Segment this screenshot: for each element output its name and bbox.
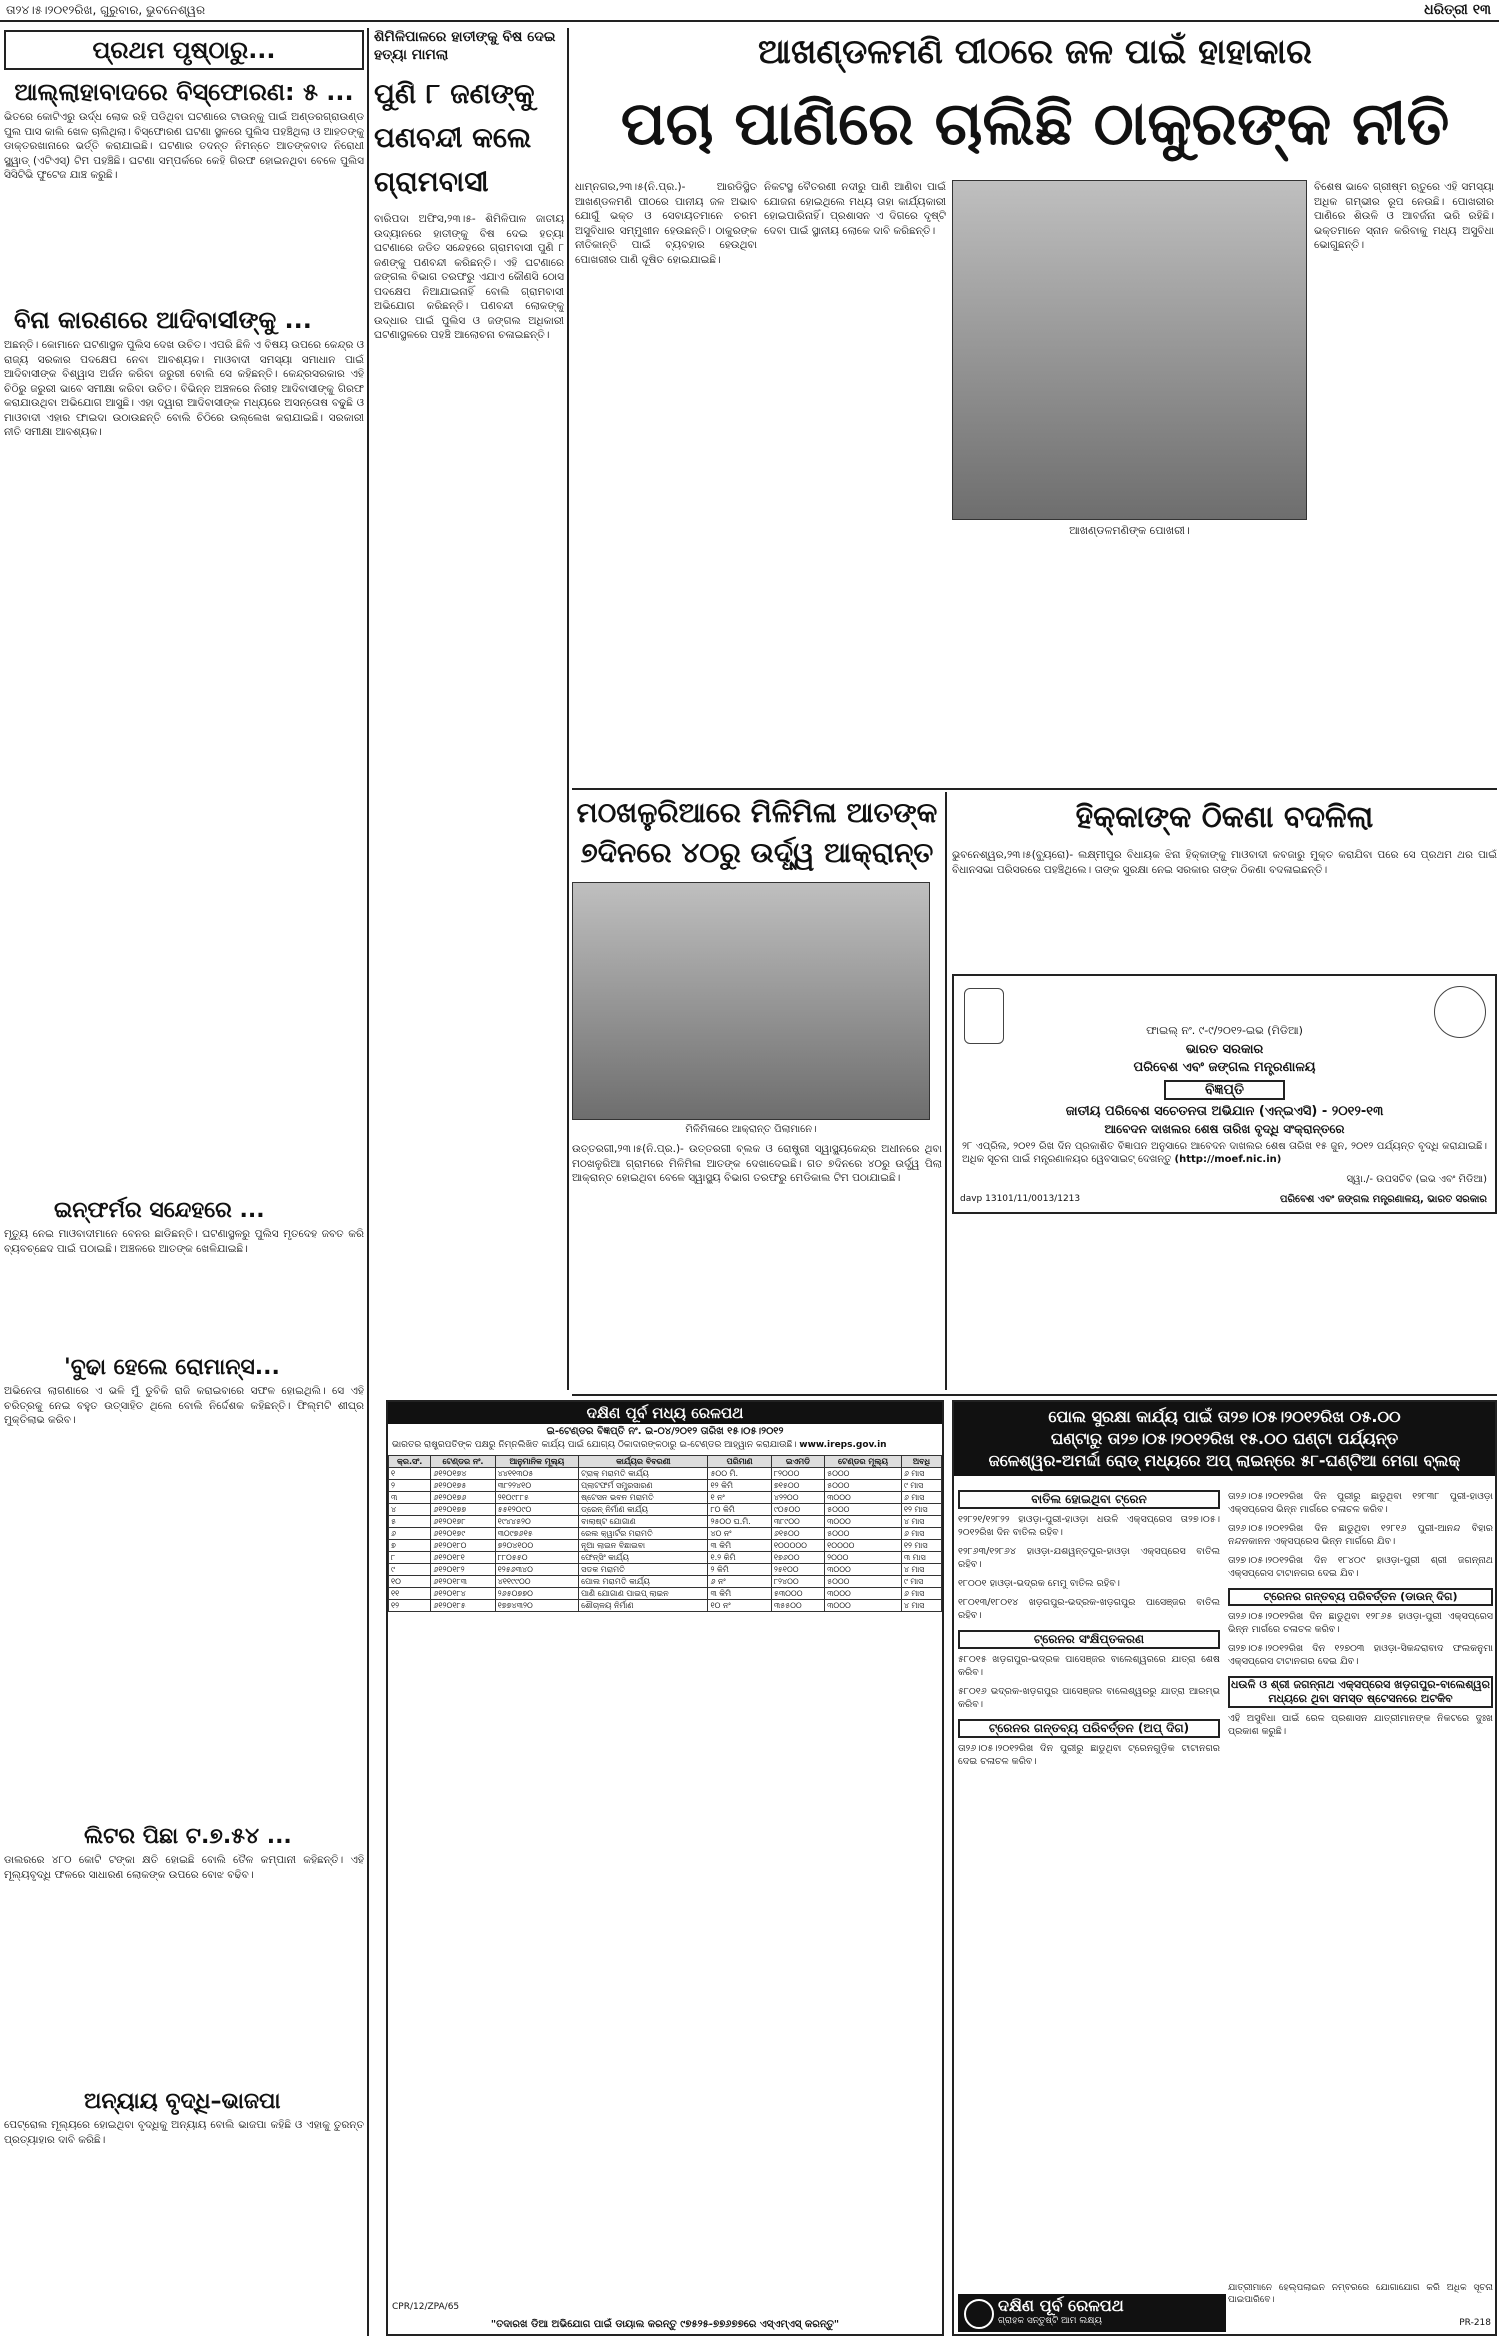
table-cell: ୫୦୦୦	[825, 1480, 902, 1492]
table-cell: ୧୦	[389, 1576, 431, 1588]
table-cell: ୨	[389, 1480, 431, 1492]
table-cell: ୩୦୯୭୬୧୫	[495, 1528, 579, 1540]
table-cell: ୫୦୦୦	[825, 1528, 902, 1540]
table-cell: ୨୦୦୦	[825, 1552, 902, 1564]
table-cell: ୪	[389, 1504, 431, 1516]
lead-headline: ପଚା ପାଣିରେ ଚାଲିଛି ଠାକୁରଙ୍କ ନୀତି	[620, 89, 1450, 159]
table-cell: ୧୨ କିମି	[708, 1480, 771, 1492]
mid-left-headline: ୭ଦିନରେ ୪୦ରୁ ଉର୍ଦ୍ଧ୍ୱ ଆକ୍ରାନ୍ତ	[580, 836, 934, 869]
railway-banner-line2: ଘଣ୍ଟାରୁ ତା୨୭।୦୫।୨୦୧୨ରିଖ ୧୫.୦୦ ଘଣ୍ଟା ପର୍ଯ୍ୟନ୍ତ	[1050, 1429, 1399, 1448]
story4-headline: 'ବୁଢା ହେଲେ ରୋମାନ୍ସ...	[64, 1355, 280, 1380]
table-cell: ୬୧୨୦୧୭୪	[431, 1468, 495, 1480]
story5-headline: ଲିଟର ପିଛା ଟ.୭.୫୪ ...	[84, 1824, 292, 1849]
railway-code: PR-218	[1459, 2318, 1491, 2328]
table-cell: ୩ ମାସ	[901, 1552, 941, 1564]
table-cell: ୪୨୨୦୦	[771, 1492, 824, 1504]
table-cell: ସଡକ ମରାମତି	[579, 1564, 708, 1576]
table-cell: ୨୧୦୯୮୮୫	[495, 1492, 579, 1504]
table-cell: ୫୦୦୦	[825, 1576, 902, 1588]
table-cell: ୫୦୦୦	[825, 1504, 902, 1516]
story5-body: ଡାଲରରେ ୪୮୦ କୋଟି ଟଙ୍କା କ୍ଷତି ହୋଇଛି ବୋଲି ତୈଳ କମ୍ପାନୀ କହିଛନ୍ତି। ଏହି ମୂଲ୍ୟବୃଦ୍ଧି ଫଳରେ ସାଧାରଣ ଲୋକଙ୍କ ଉପରେ ବୋଝ ବଢିବ।	[4, 1854, 364, 1881]
railway-banner-line3: ଜଳେଶ୍ୱର-ଅମର୍ଦ୍ଦା ରୋଡ୍ ମଧ୍ୟରେ ଅପ୍ ଲାଇନ୍‌ରେ ୫୮-ଘଣ୍ଟିଆ ମେଗା ବ୍ଲକ୍	[988, 1451, 1461, 1470]
govt-ad-body	[962, 1140, 1487, 1166]
table-cell: ୪ ମାସ	[901, 1516, 941, 1528]
govt-ad-signer: ସ୍ୱା./- ଉପସଚିବ (ଇଭ ଏବଂ ମିଡିଆ)	[1346, 1174, 1487, 1185]
mid-right-body: ଭୁବନେଶ୍ୱର,୨୩।୫(ବ୍ୟୁରୋ)- ଲକ୍ଷ୍ମୀପୁର ବିଧାୟକ ଝିନା ହିକ୍କାଙ୍କୁ ମାଓବାଦୀ କବଜାରୁ ମୁକ୍ତ କରାଯିବା ପରେ ସେ ପ୍ରଥମ ଥର ପାଇଁ ବିଧାନସଭା ପରିସରରେ ପହଞ୍ଚିଥିଲେ। ତାଙ୍କ ସୁରକ୍ଷା ନେଇ ସରକାର ତାଙ୍କ ଠିକଣା ବଦଳାଇଛନ୍ତି।	[952, 849, 1497, 876]
table-row	[389, 1540, 942, 1552]
table-cell: ୯ ମାସ	[901, 1480, 941, 1492]
railway-r-sec3-title: ଧଉଳି ଓ ଶ୍ରୀ ଜଗନ୍ନାଥ ଏକ୍ସପ୍ରେସ ଖଡ଼ଗପୁର-ବାଲେଶ୍ୱର ମଧ୍ୟରେ ଥିବା ସମସ୍ତ ଷ୍ଟେସନରେ ଅଟକିବ	[1228, 1676, 1493, 1708]
table-cell: ୮୨୪୦୦	[771, 1576, 824, 1588]
table-cell: ୧୭୬୦୦	[771, 1552, 824, 1564]
table-cell: ୩୦୦୦	[825, 1492, 902, 1504]
railway-r-sec3-item: ଏହି ଅସୁବିଧା ପାଇଁ ରେଳ ପ୍ରଶାସନ ଯାତ୍ରୀମାନଙ୍କ ନିକଟରେ ଦୁଃଖ ପ୍ରକାଶ କରୁଛି।	[1228, 1713, 1493, 1737]
table-cell: ୬୧୨୦୧୮୩	[431, 1576, 495, 1588]
table-cell: ପୋଲ ମରାମତି କାର୍ଯ୍ୟ	[579, 1576, 708, 1588]
column-rule-3	[945, 792, 947, 1390]
govt-ad-code: davp 13101/11/0013/1213	[960, 1194, 1081, 1204]
table-cell: ୩୮୨୨୪୧୦	[495, 1480, 579, 1492]
table-cell: ଷ୍ଟେସନ ଭବନ ମରାମତି	[579, 1492, 708, 1504]
table-cell: ପାଣି ଯୋଗାଣ ପାଇପ୍ ଲାଇନ	[579, 1588, 708, 1600]
railway-sec3-title: ଟ୍ରେନର ଗନ୍ତବ୍ୟ ପରିବର୍ତ୍ତନ (ଅପ୍ ଦିଗ)	[958, 1719, 1220, 1738]
table-cell: ୫୦୦୦	[825, 1468, 902, 1480]
table-cell: ୬ ମାସ	[901, 1528, 941, 1540]
table-cell: ୧୦ ନଂ	[708, 1600, 771, 1612]
lower-rule	[572, 1394, 1497, 1396]
tender-bottom: "ତଦାରଖ ଡିଆ ଅଭିଯୋଗ ପାଇଁ ଡାୟାଲ କରନ୍ତୁ ୯୭୫୨୫-୭୭୬୭୭ରେ ଏସ୍‌ଏମ୍‌ଏସ୍ କରନ୍ତୁ"	[490, 2319, 840, 2330]
table-cell: ବାଲାଷ୍ଟ ଯୋଗାଣ	[579, 1516, 708, 1528]
tender-body	[389, 1468, 942, 1612]
tender-col-period: ଅବଧି	[901, 1456, 941, 1468]
govt-ad-body-text: ୨୮ ଏପ୍ରିଲ, ୨୦୧୨ ରିଖ ଦିନ ପ୍ରକାଶିତ ବିଜ୍ଞାପନ ଅନୁସାରେ ଆବେଦନ ଦାଖଲର ଶେଷ ତାରିଖ ୧୫ ଜୁନ, ୨୦୧୨ ପର୍ଯ୍ୟନ୍ତ ବୃଦ୍ଧି କରାଯାଇଛି। ଅଧିକ ସୂଚନା ପାଇଁ ମନ୍ତ୍ରଣାଳୟର ୱେବସାଇଟ୍ ଦେଖନ୍ତୁ	[962, 1141, 1487, 1165]
table-cell: ୮୦ କିମି	[708, 1504, 771, 1516]
table-cell: ୨୬୫୦୭୭୦	[495, 1588, 579, 1600]
table-cell: ୫	[389, 1516, 431, 1528]
table-cell: ୮୨୦୦୦	[771, 1468, 824, 1480]
table-cell: ଟ୍ରାକ୍ ମରାମତି କାର୍ଯ୍ୟ	[579, 1468, 708, 1480]
col2-body: ବାରିପଦା ଅଫିସ,୨୩।୫- ଶିମିଳିପାଳ ଜାତୀୟ ଉଦ୍ୟାନରେ ହାତୀଙ୍କୁ ବିଷ ଦେଇ ହତ୍ୟା ଘଟଣାରେ ଜଡିତ ସନ୍ଦେହରେ ଗ୍ରାମବାସୀ ପୁଣି ୮ ଜଣଙ୍କୁ ପଣବନ୍ଦୀ କରିଛନ୍ତି। ଏହି ଘଟଣାରେ ଜଙ୍ଗଲ ବିଭାଗ ତରଫରୁ ଏଯାଏ କୌଣସି ଠୋସ ପଦକ୍ଷେପ ନିଆଯାଇନାହିଁ ବୋଲି ଗ୍ରାମବାସୀ ଅଭିଯୋଗ କରିଛନ୍ତି। ପଣବନ୍ଦୀ ଲୋକଙ୍କୁ ଉଦ୍ଧାର ପାଇଁ ପୁଲିସ ଓ ଜଙ୍ଗଲ ଅଧିକାରୀ ଘଟଣାସ୍ଥଳରେ ପହଞ୍ଚି ଆଲୋଚନା ଚଳାଇଛନ୍ତି।	[374, 213, 564, 341]
table-cell: ଶୌଚାଳୟ ନିର୍ମାଣ	[579, 1600, 708, 1612]
tender-sub: ଇ-ଟେଣ୍ଡର ବିଜ୍ଞପ୍ତି ନଂ. ଇ-୦୪/୨୦୧୨ ତାରିଖ ୧୫।୦୫।୨୦୧୨	[546, 1426, 784, 1437]
mid-left-photo-caption: ମିଳିମିଳାରେ ଆକ୍ରାନ୍ତ ପିଲାମାନେ।	[685, 1124, 817, 1135]
table-cell: ୬ ମାସ	[901, 1492, 941, 1504]
section-box: ପ୍ରଥମ ପୃଷ୍ଠାରୁ...	[4, 30, 364, 70]
table-cell: ୧୧	[389, 1588, 431, 1600]
table-cell: ୬	[389, 1528, 431, 1540]
story3-headline: ଇନ୍‌ଫର୍ମର ସନ୍ଦେହରେ ...	[54, 1198, 265, 1223]
railway-banner-line1: ପୋଲ ସୁରକ୍ଷା କାର୍ଯ୍ୟ ପାଇଁ ତା୨୭।୦୫।୨୦୧୨ରିଖ ୦୫.୦୦	[1048, 1407, 1401, 1426]
table-cell: ୭	[389, 1540, 431, 1552]
table-cell: ଫେନ୍ସିଂ କାର୍ଯ୍ୟ	[579, 1552, 708, 1564]
table-row	[389, 1588, 942, 1600]
table-row	[389, 1516, 942, 1528]
tender-col-fee: ଟେଣ୍ଡର ମୂଲ୍ୟ	[825, 1456, 902, 1468]
table-cell: ୬୧୨୦୧୭୫	[431, 1480, 495, 1492]
table-cell: ୬୧୨୦୧୭୮	[431, 1516, 495, 1528]
table-row	[389, 1492, 942, 1504]
story2-body: ଅଛନ୍ତି। କୋମାନେ ଘଟଣାସ୍ଥଳ ପୁଲିସ ଦେଖ ଉଚିତ। ଏପରି ଛିଳି ଏ ବିଷୟ ଉପରେ କେନ୍ଦ୍ର ଓ ରାଜ୍ୟ ସରକାର ପଦକ୍ଷେପ ନେବା ଆବଶ୍ୟକ। ମାଓବାଦୀ ସମସ୍ୟା ସମାଧାନ ପାଇଁ ଆଦିବାସୀଙ୍କ ବିଶ୍ୱାସ ଅର୍ଜନ କରିବା ଜରୁରୀ ବୋଲି ସେ କହିଛନ୍ତି। କେନ୍ଦ୍ରସରକାର ଏହି ଚିଠିରୁ ଜରୁରୀ ଭାବେ ସମୀକ୍ଷା କରିବା ଉଚିତ। ବିଭିନ୍ନ ଅଞ୍ଚଳରେ ନିରୀହ ଆଦିବାସୀଙ୍କୁ ଗିରଫ କରାଯାଉଥିବା ଅଭିଯୋଗ ଆସୁଛି। ଏହା ଦ୍ୱାରା ଆଦିବାସୀଙ୍କ ମଧ୍ୟରେ ଅସନ୍ତୋଷ ବଢୁଛି ଓ ମାଓବାଦୀ ଏହାର ଫାଇଦା ଉଠାଉଛନ୍ତି ବୋଲି ଚିଠିରେ ଉଲ୍ଲେଖ କରାଯାଇଛି। ସରକାରୀ ନୀତି ସମୀକ୍ଷା ଆବଶ୍ୟକ।	[4, 339, 364, 438]
table-cell: ୨ କିମି	[708, 1564, 771, 1576]
table-cell: ନୂଆ ଲାଇନ ବିଛାଇବା	[579, 1540, 708, 1552]
table-cell: ୬୧୨୦୧୭୬	[431, 1492, 495, 1504]
left-column	[4, 28, 364, 2336]
table-cell: ୩୦୦୦	[825, 1588, 902, 1600]
table-cell: ୪୦ ନଂ	[708, 1528, 771, 1540]
table-cell: ୫୩୦୦୦	[771, 1588, 824, 1600]
table-cell: ପ୍ଲାଟଫର୍ମ ସମ୍ପ୍ରସାରଣ	[579, 1480, 708, 1492]
table-cell: ରେଲ କ୍ୱାର୍ଟର ମରାମତି	[579, 1528, 708, 1540]
table-cell: ୬୧୨୦୧୮୪	[431, 1588, 495, 1600]
masthead: ଧରିତ୍ରୀ	[1424, 2, 1468, 18]
railway-r-sec2-title: ଟ୍ରେନର ଗନ୍ତବ୍ୟ ପରିବର୍ତ୍ତନ (ଡାଉନ୍ ଦିଗ)	[1228, 1588, 1493, 1606]
table-cell: ୧୨ ମାସ	[901, 1504, 941, 1516]
tender-notice	[386, 1400, 944, 2336]
mid-left-photo	[572, 882, 930, 1120]
railway-r-sec2-item: ତା୨୬।୦୫।୨୦୧୨ରିଖ ଦିନ ଛାଡୁଥିବା ୧୨୮୬୫ ହାଓଡ଼ା-ପୁରୀ ଏକ୍ସପ୍ରେସ ଭିନ୍ନ ମାର୍ଗରେ ଚଳାଚଳ କରିବ।	[1228, 1611, 1493, 1635]
railway-sec2-item: ୫୮୦୧୫ ଖଡ଼ଗପୁର-ଭଦ୍ରକ ପାସେଞ୍ଜର ବାଲେଶ୍ୱରରେ ଯାତ୍ରା ଶେଷ କରିବ।	[958, 1654, 1220, 1678]
tender-intro-text: ଭାରତର ରାଷ୍ଟ୍ରପତିଙ୍କ ପକ୍ଷରୁ ନିମ୍ନଲିଖିତ କାର୍ଯ୍ୟ ପାଇଁ ଯୋଗ୍ୟ ଠିକାଦାରଙ୍କଠାରୁ ଇ-ଟେଣ୍ଡର ଆହ୍ୱାନ କରାଯାଉଛି।	[392, 1440, 797, 1450]
govt-ad-file-no: ଫାଇଲ୍ ନଂ. ୯-୯/୨୦୧୨-ଇଭ (ମିଡିଆ)	[1146, 1024, 1303, 1037]
story1-body: ଭିତରେ କୋଟିଏରୁ ଉର୍ଦ୍ଧ ଲୋକ ରହି ପଡିଥିବା ଘଟଣାରେ ଟାଉନ୍‌କୁ ପାଇଁ ଅଣ୍ଡରଗ୍ରାଉଣ୍ଡ ପୁଲ ପାସ କାଲି ଖେଳ ଚାଲିଥିଲା। ବିସ୍ଫୋରଣ ଘଟଣା ସ୍ଥଳରେ ପୁଲିସ ପହଞ୍ଚିଥିଲା ଓ ଆହତଙ୍କୁ ଡାକ୍ତରଖାନାରେ ଭର୍ତ୍ତି କରାଯାଇଛି। ଘଟଣାର ତଦନ୍ତ ନିମନ୍ତେ ଆତଙ୍କବାଦ ନିରୋଧୀ ସ୍କ୍ୱାଡ୍ (ଏଟିଏସ୍) ଟିମ ପହଞ୍ଚିଛି। ଘଟଣା ସମ୍ପର୍କରେ କେହି ଗିରଫ ହୋଇନଥିବା ବେଳେ ପୁଲିସ ସିସିଟିଭି ଫୁଟେଜ ଯାଞ୍ଚ କରୁଛି।	[4, 111, 364, 181]
table-cell: ୮୮୦୫୫୦	[495, 1552, 579, 1564]
mid-left-kicker: ମଠଖଳୁରିଆରେ ମିଳିମିଳା ଆତଙ୍କ	[576, 796, 938, 829]
story1-headline: ଆଲ୍ଲାହାବାଦରେ ବିସ୍ଫୋରଣ: ୫ ...	[14, 78, 354, 106]
table-cell: ୩୦୦୦	[825, 1600, 902, 1612]
masthead-page	[1424, 2, 1491, 18]
railway-banner	[954, 1402, 1495, 1476]
railway-r-sec1-item: ତା୨୬।୦୫।୨୦୧୨ରିଖ ଦିନ ଛାଡୁଥିବା ୧୨୮୧୬ ପୁରୀ-ଆନନ୍ଦ ବିହାର ନନ୍ଦନକାନନ ଏକ୍ସପ୍ରେସ ଭିନ୍ନ ମାର୍ଗରେ ଯିବ।	[1228, 1523, 1493, 1547]
col2-headline: ପୁଣି ୮ ଜଣଙ୍କୁ ପଣବନ୍ଦୀ କଲେ ଗ୍ରାମବାସୀ	[374, 77, 535, 198]
col2-kicker: ଶିମିଳିପାଳରେ ହାତୀଙ୍କୁ ବିଷ ଦେଇ ହତ୍ୟା ମାମଲା	[374, 29, 556, 63]
tender-col-qty: ପରିମାଣ	[708, 1456, 771, 1468]
lead-body-a: ଧାମ୍‌ନଗର,୨୩।୫(ନି.ପ୍ର.)- ଆରଡିସ୍ଥିତ ଆଖଣ୍ଡଳମଣି ପୀଠରେ ପାନୀୟ ଜଳ ଅଭାବ ଯୋଗୁଁ ଭକ୍ତ ଓ ସେବାୟତମାନେ ଚରମ ଅସୁବିଧାର ସମ୍ମୁଖୀନ ହେଉଛନ୍ତି। ଠାକୁରଙ୍କ ନୀତିକାନ୍ତି ପାଇଁ ବ୍ୟବହାର ହେଉଥିବା ପୋଖରୀର ପାଣି ଦୂଷିତ ହୋଇଯାଇଛି।	[575, 181, 757, 266]
table-cell: ୩୫୫୦୦	[771, 1600, 824, 1612]
govt-ad-footer: ପରିବେଶ ଏବଂ ଜଙ୍ଗଲ ମନ୍ତ୍ରଣାଳୟ, ଭାରତ ସରକାର	[1280, 1194, 1487, 1205]
table-cell: ୯	[389, 1564, 431, 1576]
mid-right-headline: ହିକ୍କାଙ୍କ ଠିକଣା ବଦଳିଲା	[1075, 800, 1374, 835]
table-cell: ୧୦୦୦୦୦	[771, 1540, 824, 1552]
railway-ad	[952, 1400, 1497, 2336]
govt-ad-url: (http://moef.nic.in)	[1174, 1154, 1282, 1165]
table-cell: ୬୧୨୦୧୭୭	[431, 1504, 495, 1516]
lead-body-b: ନିକଟସ୍ଥ ବୈତରଣୀ ନଦୀରୁ ପାଣି ଆଣିବା ପାଇଁ ଯୋଜନା ହୋଇଥିଲେ ମଧ୍ୟ ତାହା କାର୍ଯ୍ୟକାରୀ ହୋଇପାରିନାହିଁ। ପ୍ରଶାସନ ଏ ଦିଗରେ ଦୃଷ୍ଟି ଦେବା ପାଇଁ ସ୍ଥାନୀୟ ଲୋକେ ଦାବି କରିଛନ୍ତି।	[764, 181, 946, 237]
tender-ref: CPR/12/ZPA/65	[392, 2302, 460, 2312]
table-cell: ୨୫୧୦୦	[771, 1564, 824, 1576]
table-cell: ୬୧୨୦୧୭୯	[431, 1528, 495, 1540]
railway-sec2-title: ଟ୍ରେନର ସଂକ୍ଷିପ୍ତକରଣ	[958, 1630, 1220, 1649]
tender-site: www.ireps.gov.in	[799, 1440, 887, 1450]
page-number: ୧୩	[1472, 2, 1491, 18]
table-cell: ୬୧୨୦୧୮୨	[431, 1564, 495, 1576]
table-cell: ୩ କିମି	[708, 1588, 771, 1600]
table-row	[389, 1468, 942, 1480]
table-cell: ୧	[389, 1468, 431, 1480]
table-cell: ଡ୍ରେନ୍ ନିର୍ମାଣ କାର୍ଯ୍ୟ	[579, 1504, 708, 1516]
tender-col-cost: ଆନୁମାନିକ ମୂଲ୍ୟ	[495, 1456, 579, 1468]
table-cell: ୩୦୦୦	[825, 1564, 902, 1576]
railway-r-sec1-item: ତା୨୭।୦୫।୨୦୧୨ରିଖ ଦିନ ୧୮୪୦୯ ହାଓଡ଼ା-ପୁରୀ ଶ୍ରୀ ଜଗନ୍ନାଥ ଏକ୍ସପ୍ରେସ ଟାଟାନଗର ଦେଇ ଯିବ।	[1228, 1555, 1493, 1579]
table-row	[389, 1576, 942, 1588]
table-cell: ୧୨୫୬୩୪୦	[495, 1564, 579, 1576]
railway-footnote: ଯାତ୍ରୀମାନେ ହେଲ୍ପଲାଇନ ନମ୍ବରରେ ଯୋଗାଯୋଗ କରି ଅଧିକ ସୂଚନା ପାଇପାରିବେ।	[1228, 2283, 1493, 2305]
tender-col-emd: ଇଏମଡି	[771, 1456, 824, 1468]
table-row	[389, 1600, 942, 1612]
table-cell: ୬୧୨୦୧୮୫	[431, 1600, 495, 1612]
table-cell: ୫୫୧୨୦୯୦	[495, 1504, 579, 1516]
table-row	[389, 1528, 942, 1540]
story3-body: ମୃତ୍ୟୁ ନେଇ ମାଓବାଦୀମାନେ ବେନର ଛାଡିଛନ୍ତି। ଘଟଣାସ୍ଥଳରୁ ପୁଲିସ ମୃତଦେହ ଜବତ କରି ବ୍ୟବଚ୍ଛେଦ ପାଇଁ ପଠାଇଛି। ଅଞ୍ଚଳରେ ଆତଙ୍କ ଖେଳିଯାଇଛି।	[4, 1228, 364, 1255]
table-cell: ୨୫୦୦ ଘ.ମି.	[708, 1516, 771, 1528]
table-cell: ୭୧୫୦୦	[771, 1480, 824, 1492]
tender-header-row	[389, 1456, 942, 1468]
col2-story	[374, 28, 564, 1390]
tender-table	[388, 1455, 942, 1612]
table-cell: ୧.୨ କିମି	[708, 1552, 771, 1564]
table-row	[389, 1552, 942, 1564]
mid-left-body: ଉତ୍ତରଗୀ,୨୩।୫(ନି.ପ୍ର.)- ଉତ୍ତରଗୀ ବ୍ଲକ ଓ ରୋଷ୍ଟ୍ରୀ ସ୍ୱାସ୍ଥ୍ୟକେନ୍ଦ୍ର ଅଧୀନରେ ଥିବା ମଠଖଳୁରିଆ ଗ୍ରାମରେ ମିଳିମିଳା ଆତଙ୍କ ଦେଖାଦେଇଛି। ଗତ ୭ଦିନରେ ୪୦ରୁ ଉର୍ଦ୍ଧ୍ୱ ପିଲା ଆକ୍ରାନ୍ତ ହୋଇଥିବା ବେଳେ ସ୍ୱାସ୍ଥ୍ୟ ବିଭାଗ ତରଫରୁ ମେଡିକାଲ ଟିମ ପଠାଯାଇଛି।	[572, 1143, 942, 1184]
table-cell: ୧୨ ମାସ	[901, 1540, 941, 1552]
railway-logo-sub: ଗ୍ରାହକ ସନ୍ତୁଷ୍ଟି ଆମ ଲକ୍ଷ୍ୟ	[998, 2316, 1102, 2326]
railway-sec1-item: ୧୨୮୬୩/୧୨୮୬୪ ହାଓଡ଼ା-ଯଶୱନ୍ତପୁର-ହାଓଡ଼ା ଏକ୍ସପ୍ରେସ ବାତିଲ ରହିବ।	[958, 1546, 1220, 1570]
lead-photo-caption: ଆଖଣ୍ଡଳମଣିଙ୍କ ପୋଖରୀ।	[1069, 524, 1190, 537]
table-cell: ୪ ମାସ	[901, 1564, 941, 1576]
table-cell: ୬ ମାସ	[901, 1588, 941, 1600]
table-cell: ୧୨	[389, 1600, 431, 1612]
railway-right-col	[1228, 1486, 1493, 2286]
table-cell: ୪୧୧୯୯୦୦	[495, 1576, 579, 1588]
table-cell: ୯୦୫୦୦	[771, 1504, 824, 1516]
railway-logo-block	[958, 2294, 1226, 2332]
table-cell: ୧୭୭୪୩୨୦	[495, 1600, 579, 1612]
govt-ad-subtitle: ଆବେଦନ ଦାଖଲର ଶେଷ ତାରିଖ ବୃଦ୍ଧି ସଂକ୍ରାନ୍ତରେ	[1104, 1122, 1345, 1136]
table-cell: ୭୨୦୪୧୦୦	[495, 1540, 579, 1552]
table-cell: ୧୦୦୦୦	[825, 1540, 902, 1552]
page-header	[0, 0, 1499, 22]
govt-ad-tag: ବିଜ୍ଞପ୍ତି	[1164, 1080, 1285, 1100]
column-rule-1	[367, 28, 369, 2336]
railway-logo-icon	[964, 2299, 994, 2329]
railway-r-sec2-item: ତା୨୭।୦୫।୨୦୧୨ରିଖ ଦିନ ୧୨୭୦୩ ହାଓଡ଼ା-ସିକନ୍ଦରାବାଦ ଫଲକନୁମା ଏକ୍ସପ୍ରେସ ଟାଟାନଗର ଦେଇ ଯିବ।	[1228, 1643, 1493, 1667]
railway-r-sec1-item: ତା୨୬।୦୫।୨୦୧୨ରିଖ ଦିନ ପୁରୀରୁ ଛାଡୁଥିବା ୧୨୮୩୮ ପୁରୀ-ହାଓଡ଼ା ଏକ୍ସପ୍ରେସ ଭିନ୍ନ ମାର୍ଗରେ ଚଳାଚଳ କରିବ।	[1228, 1491, 1493, 1515]
railway-sec1-item: ୧୮୦୧୩/୧୮୦୧୪ ଖଡ଼ଗପୁର-ଭଦ୍ରକ-ଖଡ଼ଗପୁର ପାସେଞ୍ଜର ବାତିଲ ରହିବ।	[958, 1597, 1220, 1621]
table-cell: ୩	[389, 1492, 431, 1504]
lead-photo	[952, 180, 1307, 520]
lead-body-c: ବିଶେଷ ଭାବେ ଗ୍ରୀଷ୍ମ ଋତୁରେ ଏହି ସମସ୍ୟା ଅଧିକ ଗମ୍ଭୀର ରୂପ ନେଉଛି। ପୋଖରୀର ପାଣିରେ ଶିଉଳି ଓ ଆବର୍ଜନା ଭରି ରହିଛି। ଭକ୍ତମାନେ ସ୍ନାନ କରିବାକୁ ମଧ୍ୟ ଅସୁବିଧା ଭୋଗୁଛନ୍ତି।	[1314, 181, 1494, 251]
table-cell: ୬ ମାସ	[901, 1468, 941, 1480]
table-row	[389, 1504, 942, 1516]
railway-sec1-item: ୧୮୦୦୧ ହାଓଡ଼ା-ଭଦ୍ରକ ମେମୁ ବାତିଲ ରହିବ।	[958, 1578, 1120, 1589]
table-cell: ୧୯୪୪୫୨୦	[495, 1516, 579, 1528]
table-cell: ୮	[389, 1552, 431, 1564]
table-cell: ୧ ନଂ	[708, 1492, 771, 1504]
table-cell: ୩୮୯୦୦	[771, 1516, 824, 1528]
govt-ad-govt: ଭାରତ ସରକାର	[1185, 1042, 1264, 1057]
table-cell: ୯ ମାସ	[901, 1576, 941, 1588]
railway-sec1-item: ୧୨୮୨୧/୧୨୮୨୨ ହାଓଡ଼ା-ପୁରୀ-ହାଓଡ଼ା ଧଉଳି ଏକ୍ସପ୍ରେସ ତା୨୭।୦୫।୨୦୧୨ରିଖ ଦିନ ବାତିଲ ରହିବ।	[958, 1514, 1220, 1538]
railway-logo-text: ଦକ୍ଷିଣ ପୂର୍ବ ରେଳପଥ	[998, 2296, 1124, 2315]
table-cell: ୬୧୨୦୧୮୧	[431, 1552, 495, 1564]
table-cell: ୬୧୫୦୦	[771, 1528, 824, 1540]
mid-rule	[572, 788, 1497, 790]
dateline: ତା୨୪।୫।୨୦୧୨ରିଖ, ଗୁରୁବାର, ଭୁବନେଶ୍ୱର	[6, 3, 206, 17]
govt-ad-ministry: ପରିବେଶ ଏବଂ ଜଙ୍ଗଲ ମନ୍ତ୍ରଣାଳୟ	[1133, 1060, 1316, 1075]
table-cell: ୬ ନଂ	[708, 1576, 771, 1588]
railway-sec2-item: ୫୮୦୧୬ ଭଦ୍ରକ-ଖଡ଼ଗପୁର ପାସେଞ୍ଜର ବାଲେଶ୍ୱରରୁ ଯାତ୍ରା ଆରମ୍ଭ କରିବ।	[958, 1686, 1220, 1710]
table-cell: ୬୧୨୦୧୮୦	[431, 1540, 495, 1552]
railway-left-col	[958, 1486, 1220, 2286]
tender-intro	[388, 1439, 942, 1451]
table-cell: ୩୦୦୦	[825, 1516, 902, 1528]
table-row	[389, 1480, 942, 1492]
tender-col-sl: କ୍ର.ସଂ.	[389, 1456, 431, 1468]
story4-body: ଅଭିନେତା ଲାଗଣାରେ ଏ ଭଳି ମୁଁ ଡୁବିକି ରାଜି କରାଇବାରେ ସଫଳ ହୋଇଥିଲି। ସେ ଏହି ଚରିତ୍ରକୁ ନେଇ ବହୁତ ଉତ୍ସାହିତ ଥିଲେ ବୋଲି ନିର୍ଦ୍ଦେଶକ କହିଛନ୍ତି। ଫିଲ୍ମଟି ଶୀଘ୍ର ମୁକ୍ତିଲାଭ କରିବ।	[4, 1385, 364, 1426]
column-rule-2	[567, 28, 569, 1390]
railway-sec3-item: ତା୨୬।୦୫।୨୦୧୨ରିଖ ଦିନ ପୁରୀରୁ ଛାଡୁଥିବା ଟ୍ରେନଗୁଡ଼ିକ ଟାଟାନଗର ଦେଇ ଚଳାଚଳ କରିବ।	[958, 1743, 1220, 1767]
story6-body: ପେଟ୍ରୋଲ ମୂଲ୍ୟରେ ହୋଇଥିବା ବୃଦ୍ଧିକୁ ଅନ୍ୟାୟ ବୋଲି ଭାଜପା କହିଛି ଓ ଏହାକୁ ତୁରନ୍ତ ପ୍ରତ୍ୟାହାର ଦାବି କରିଛି।	[4, 2119, 364, 2146]
tender-col-no: ଟେଣ୍ଡର ନଂ.	[431, 1456, 495, 1468]
govt-ad-title: ଜାତୀୟ ପରିବେଶ ସଚେତନତା ଅଭିଯାନ (ଏନ୍‌ଇଏସି) - ୨୦୧୨-୧୩	[1065, 1104, 1384, 1119]
tender-org: ଦକ୍ଷିଣ ପୂର୍ବ ମଧ୍ୟ ରେଳପଥ	[388, 1402, 942, 1424]
table-cell: ୪୪୧୧୩୦୫	[495, 1468, 579, 1480]
story6-headline: ଅନ୍ୟାୟ ବୃଦ୍ଧି–ଭାଜପା	[84, 2089, 281, 2114]
table-cell: ୫୦୦ ମି.	[708, 1468, 771, 1480]
table-row	[389, 1564, 942, 1576]
govt-ad	[952, 974, 1497, 1214]
table-cell: ୩ କିମି	[708, 1540, 771, 1552]
lead-kicker: ଆଖଣ୍ଡଳମଣି ପୀଠରେ ଜଳ ପାଇଁ ହାହାକାର	[758, 32, 1312, 72]
table-cell: ୪ ମାସ	[901, 1600, 941, 1612]
railway-sec1-title: ବାତିଲ ହୋଇଥିବା ଟ୍ରେନ	[958, 1490, 1220, 1509]
story2-headline: ବିନା କାରଣରେ ଆଦିବାସୀଙ୍କୁ ...	[14, 306, 312, 334]
tender-col-work: କାର୍ଯ୍ୟର ବିବରଣୀ	[579, 1456, 708, 1468]
